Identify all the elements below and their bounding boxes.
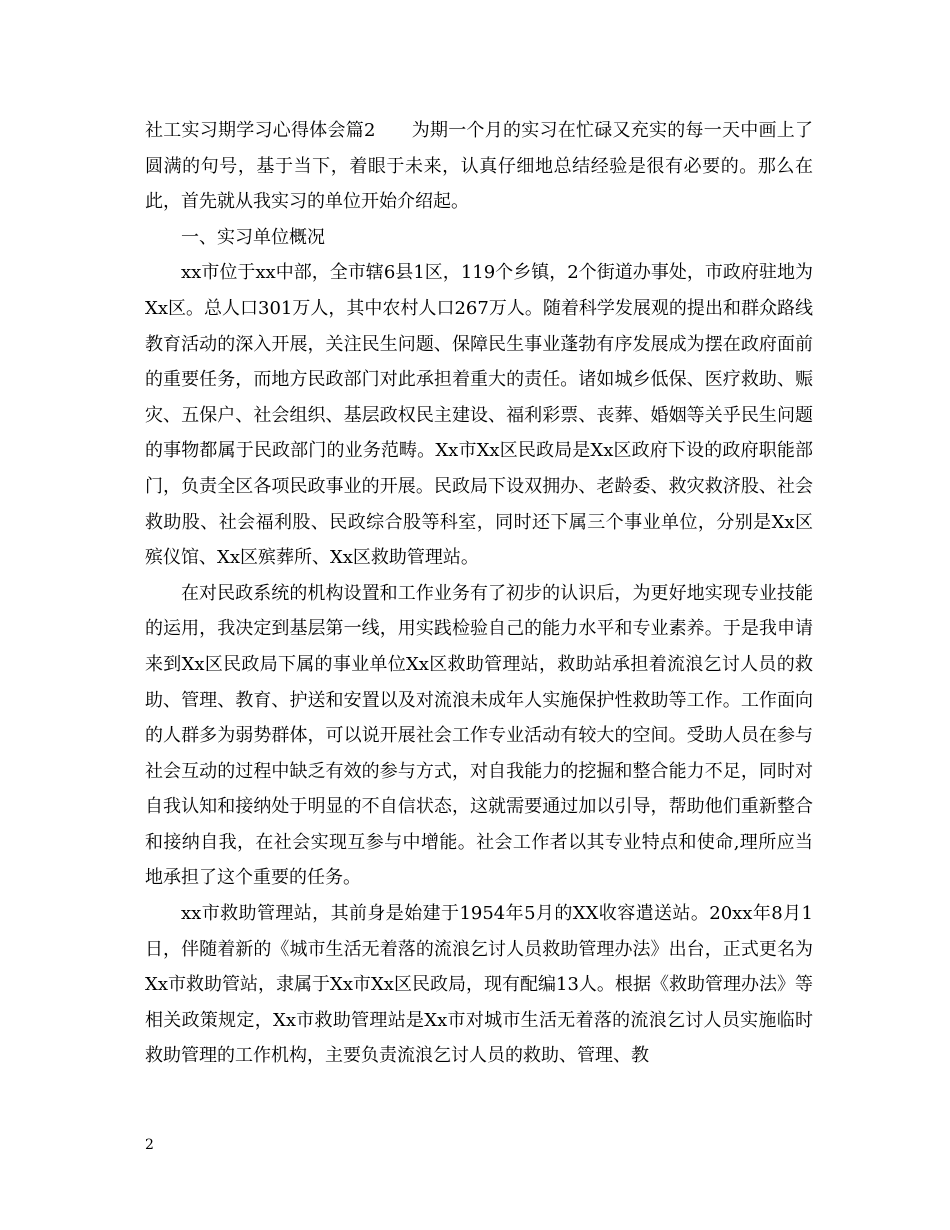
paragraph: 在对民政系统的机构设置和工作业务有了初步的认识后，为更好地实现专业技能的运用，我决定到基层第一线，用实践检验自己的能力水平和专业素养。于是我申请来到Xx区民政局下属的事业单位Xx区救助管理站，救助站承担着流浪乞讨人员的救助、管理、教育、护送和安置以及对流浪未成年人实施保护性救助等工作。工作面向的人群多为弱势群体，可以说开展社会工作专业活动有较大的空间。受助人员在参与社会互动的过程中缺乏有效的参与方式，对自我能力的挖掘和整合能力不足，同时对自我认知和接纳处于明显的不自信状态，这就需要通过加以引导，帮助他们重新整合和接纳自我，在社会实现互参与中增能。社会工作者以其专业特点和使命,理所应当地承担了这个重要的任务。 [145, 582, 813, 889]
paragraph-text: 为期一个月的实习在忙碌又充实的每一天中画上了圆满的句号，基于当下，着眼于未来，认真仔细地总结经验是很有必要的。那么在此，首先就从我实习的单位开始介绍起。 [145, 120, 813, 213]
section-heading: 一、实习单位概况 [181, 226, 325, 248]
paragraph: xx市救助管理站，其前身是始建于1954年5月的XX收容遣送站。20xx年8月1日，伴随着新的《城市生活无着落的流浪乞讨人员救助管理办法》出台，正式更名为Xx市救助管站，隶属于Xx市Xx区民政局，现有配编13人。根据《救助管理办法》等相关政策规定，Xx市救助管理站是Xx市对城市生活无着落的流浪乞讨人员实施临时救助管理的工作机构，主要负责流浪乞讨人员的救助、管理、教 [145, 903, 813, 1067]
document-title: 社工实习期学习心得体会篇2 [145, 120, 376, 141]
paragraph: xx市位于xx中部，全市辖6县1区，119个乡镇，2个街道办事处，市政府驻地为Xx区。总人口301万人，其中农村人口267万人。随着科学发展观的提出和群众路线教育活动的深入开展，关注民生问题、保障民生事业蓬勃有序发展成为摆在政府面前的重要任务，而地方民政部门对此承担着重大的责任。诸如城乡低保、医疗救助、赈灾、五保户、社会组织、基层政权民主建设、福利彩票、丧葬、婚姻等关乎民生问题的事物都属于民政部门的业务范畴。Xx市Xx区民政局是Xx区政府下设的政府职能部门，负责全区各项民政事业的开展。民政局下设双拥办、老龄委、救灾救济股、社会救助股、社会福利股、民政综合股等科室，同时还下属三个事业单位，分别是Xx区殡仪馆、Xx区殡葬所、Xx区救助管理站。 [145, 262, 813, 569]
paragraph-intro [145, 113, 813, 220]
page-number: 2 [145, 1137, 154, 1153]
document-body [145, 113, 813, 1074]
